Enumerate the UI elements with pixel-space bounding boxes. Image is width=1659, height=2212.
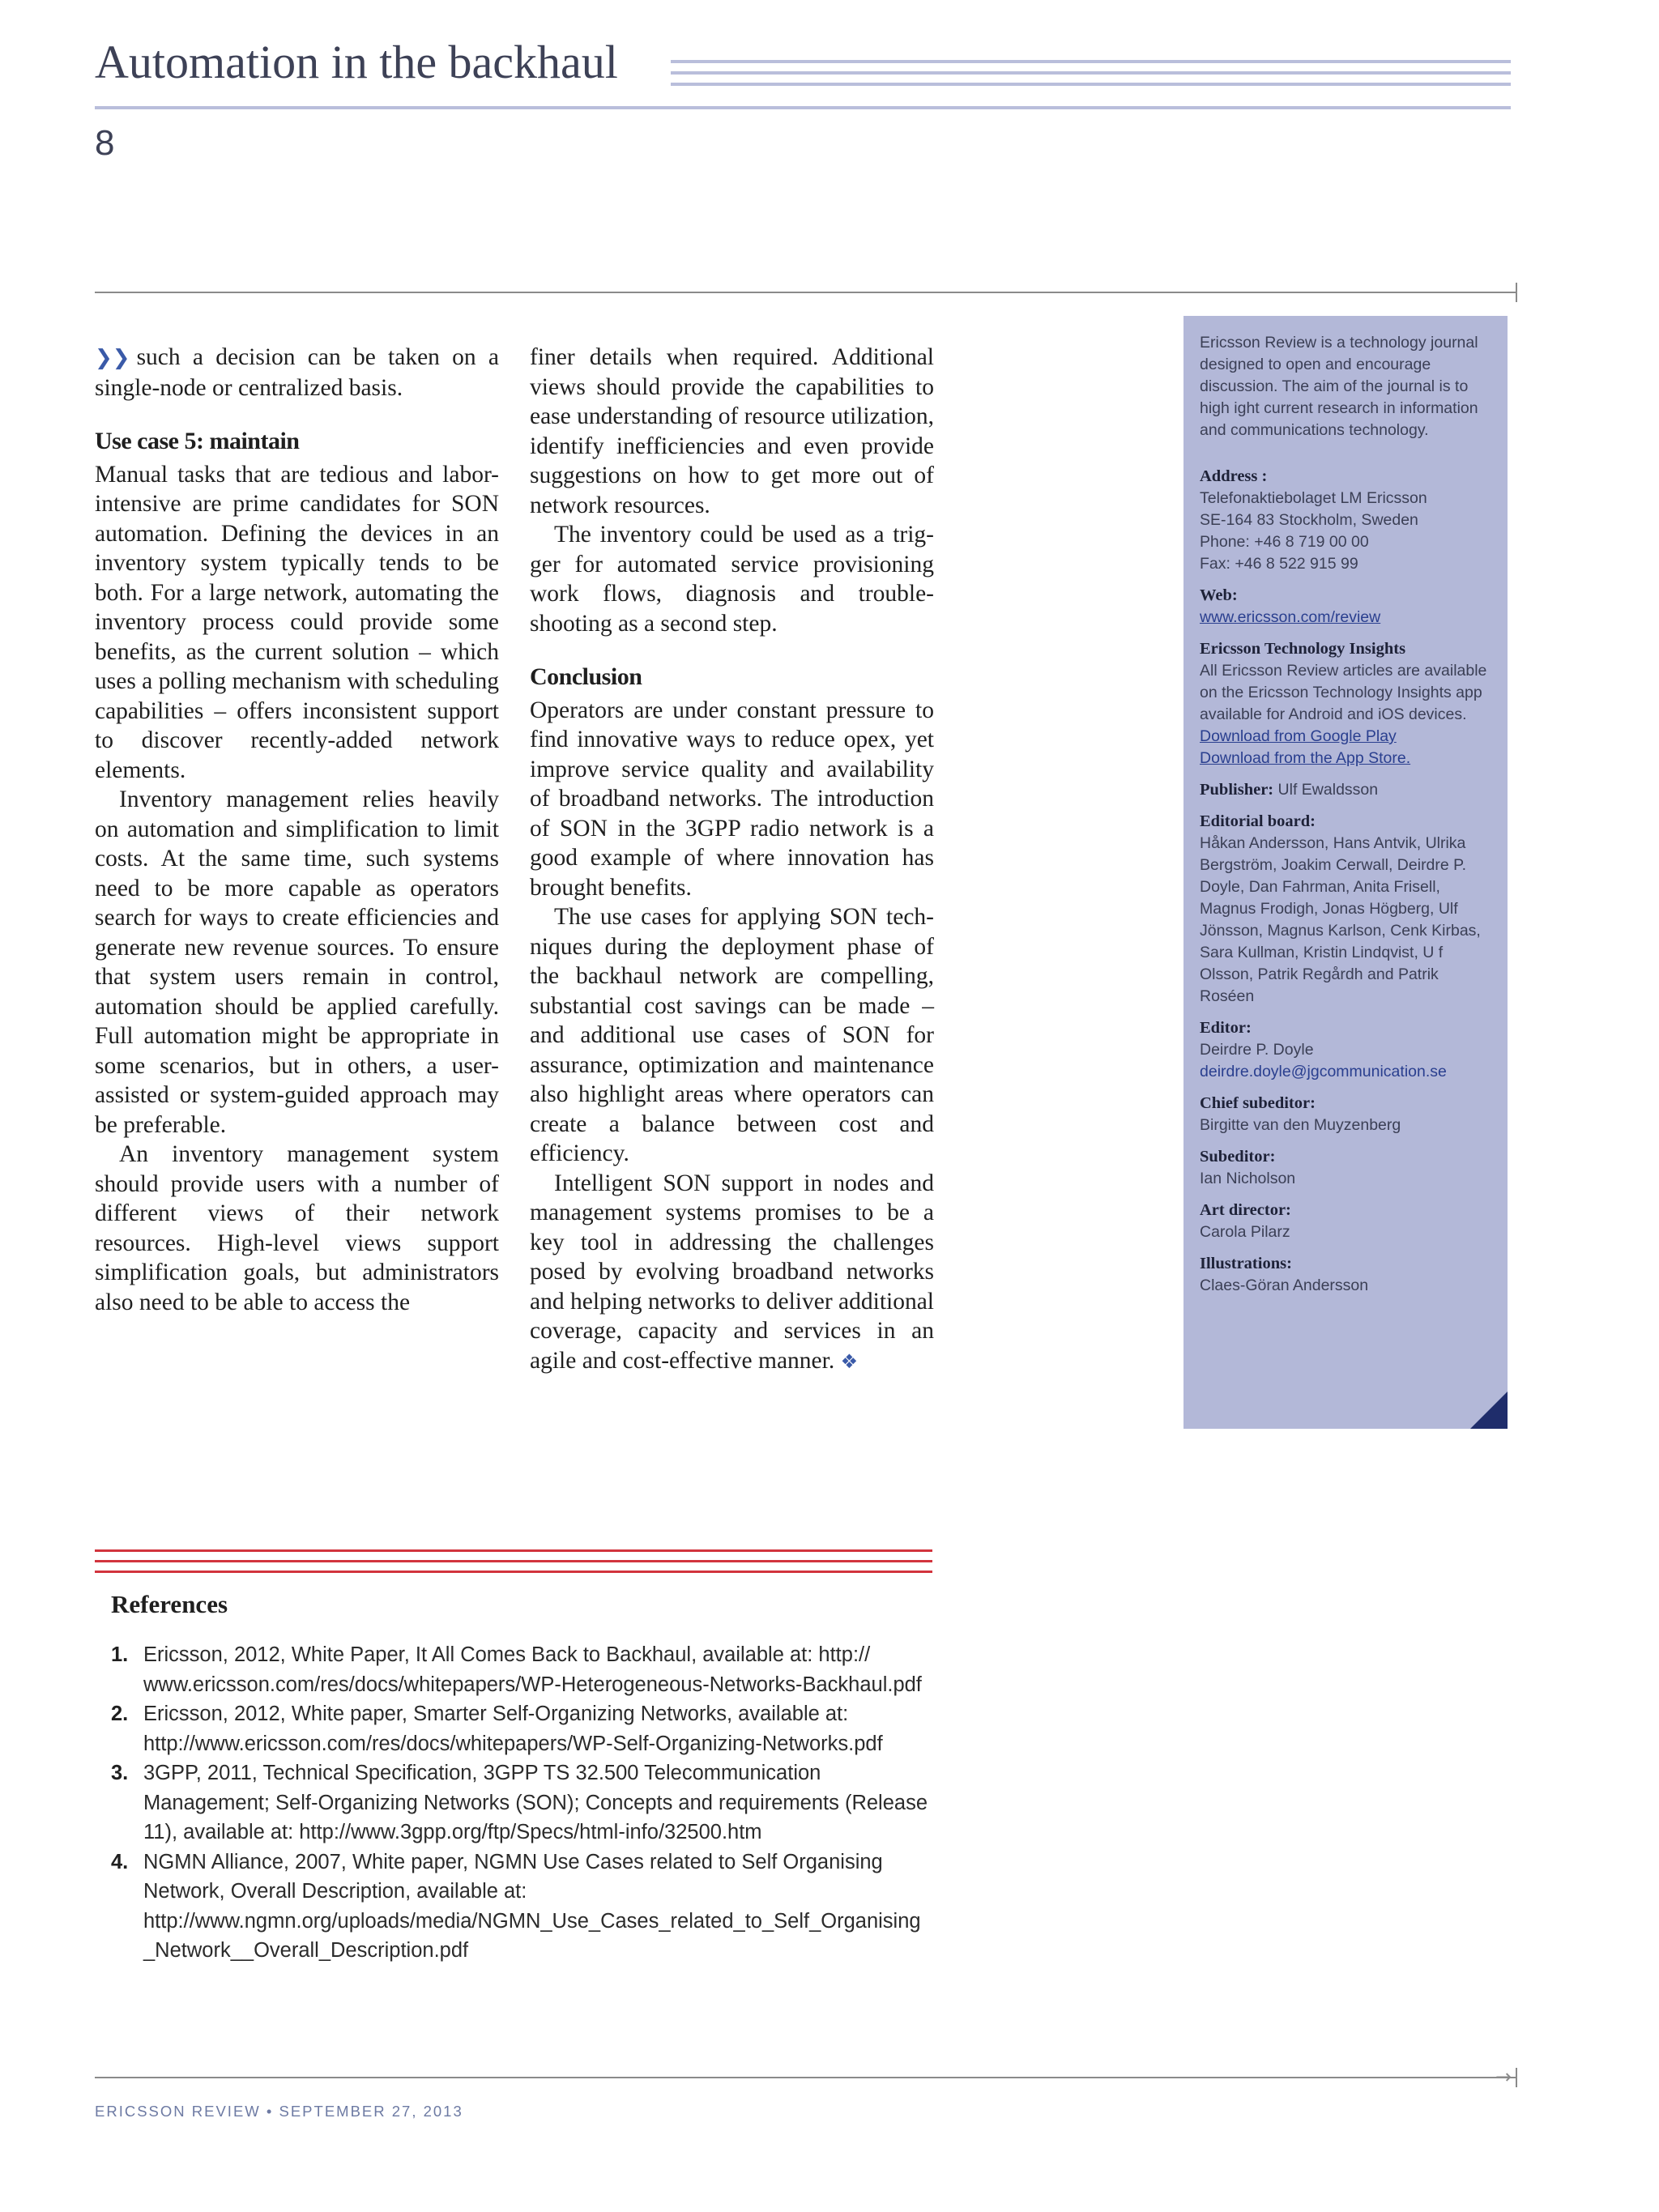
- chief-subeditor-label: Chief subeditor:: [1200, 1094, 1316, 1112]
- header-line: [671, 71, 1511, 75]
- web-link[interactable]: www.ericsson.com/review: [1200, 608, 1381, 626]
- illustrations-name: Claes-Göran Andersson: [1200, 1276, 1369, 1294]
- paragraph: The use cases for applying SON techniques during the deployment phase of the backhaul network are compelling, substantial cost savings can be made – and additional use cases of SON for assurance, optimization and maintenance also highlight areas where operators can create a balance between cost and efficiency.: [530, 904, 934, 1166]
- art-director-label: Art director:: [1200, 1201, 1291, 1219]
- paragraph: Operators are under constant pressure to find innovative ways to reduce opex, yet improve service quality and availability of broadband networks. The introduction of SON in the 3GPP radio network is a good example of where innovation has brought benefits.: [530, 697, 934, 901]
- paragraph: [530, 1169, 934, 1377]
- web-label: Web:: [1200, 586, 1238, 604]
- masthead-sidebar: [1183, 316, 1508, 1429]
- references-list: [111, 1640, 929, 1966]
- header-line: [671, 83, 1511, 86]
- sidebar-intro: Ericsson Review is a technology journal designed to open and encourage discussion. The aim of the journal is to high ight current research in information and communications technology.: [1200, 334, 1478, 439]
- paragraph: The inventory could be used as a trigger for automated service provisioning work flows, diagnosis and troubleshooting as a second step.: [530, 522, 934, 637]
- reference-item: [111, 1640, 929, 1699]
- subeditor-name: Ian Nicholson: [1200, 1170, 1296, 1187]
- reference-number: 4.: [111, 1850, 129, 1873]
- heading-conclusion: Conclusion: [530, 663, 642, 690]
- publisher-label: Publisher:: [1200, 781, 1274, 799]
- editor-block: [1200, 1017, 1491, 1083]
- continuation-paragraph: [95, 343, 499, 403]
- reference-number: 1.: [111, 1643, 129, 1666]
- editorial-board-names: Håkan Andersson, Hans Antvik, Ulrika Bergström, Joakim Cerwall, Deirdre P. Doyle, Dan Fahrman, Anita Frisell, Magnus Frodigh, Jonas Högberg, Ulf Jönsson, Magnus Karlson, Cenk Kirbas, Sara Kullman, Kristin Lindqvist, U f Olsson, Patrik Regårdh and Patrik Roséen: [1200, 834, 1481, 1005]
- app-store-link[interactable]: Download from the App Store.: [1200, 749, 1411, 767]
- subeditor-block: [1200, 1146, 1491, 1190]
- references-heading: References: [111, 1590, 228, 1618]
- chief-subeditor-name: Birgitte van den Muyzenberg: [1200, 1116, 1401, 1134]
- double-chevron-right-icon: ❯❯: [95, 346, 130, 370]
- editor-name: Deirdre P. Doyle: [1200, 1041, 1314, 1059]
- page-corner-fold: [1470, 1392, 1508, 1429]
- references-decorative-lines: [95, 1549, 932, 1581]
- top-rule: [95, 292, 1516, 293]
- continuation-text: such a decision can be taken on a single-node or centralized basis.: [95, 344, 499, 401]
- reference-text: Ericsson, 2012, White paper, Smarter Self-Organizing Networks, available at: http://www.ericsson.com/res/docs/whitepapers/WP-Self-Organizing-Networks.pdf: [143, 1703, 883, 1755]
- section-title: Automation in the backhaul: [95, 36, 618, 88]
- paragraph: An inventory management system should provide users with a number of different views of their network resources. High-level views support simplification goals, but administrators also need to be able to access the: [95, 1141, 499, 1315]
- paragraph: Inventory management relies heavily on automation and simplification to limit costs. At the same time, such systems need to be more capable as operators search for ways to create efficiencies and generate new revenue sources. To ensure that system users remain in control, automation should be applied carefully. Full automation might be appropriate in some scenarios, but in others, a user-assisted or system-guided approach may be preferable.: [95, 786, 499, 1138]
- arrow-right-icon: →: [1495, 2065, 1512, 2088]
- insights-text: All Ericsson Review articles are available on the Ericsson Technology Insights app available for Android and iOS devices.: [1200, 662, 1487, 723]
- references-line: [95, 1571, 932, 1573]
- illustrations-label: Illustrations:: [1200, 1255, 1292, 1272]
- reference-item: [111, 1758, 929, 1848]
- reference-text: Ericsson, 2012, White Paper, It All Comes Back to Backhaul, available at: http:// www.ericsson.com/res/docs/whitepapers/WP-Heterogeneous-Networks-Backhaul.pdf: [143, 1643, 922, 1696]
- editor-label: Editor:: [1200, 1019, 1252, 1037]
- header-decorative-lines: [671, 60, 1511, 107]
- address-label: Address :: [1200, 467, 1268, 485]
- illustrations-block: [1200, 1253, 1491, 1297]
- editorial-board-block: [1200, 811, 1491, 1008]
- paragraph-text: Intelligent SON support in nodes and management systems promises to be a key tool in addressing the challenges posed by evolving broadband networks and helping networks to deliver additional coverage, capacity and services in an agile and cost-effective manner.: [530, 1170, 934, 1374]
- publisher-name: Ulf Ewaldsson: [1277, 781, 1379, 799]
- header-line: [671, 60, 1511, 63]
- references-line: [95, 1560, 932, 1562]
- address-line: Telefonaktiebolaget LM Ericsson: [1200, 489, 1427, 507]
- reference-text: 3GPP, 2011, Technical Specification, 3GPP TS 32.500 Telecommunication Management; Self-Organizing Networks (SON); Concepts and requirements (Release 11), available at: http://www.3gpp.org/ftp/Specs/html-info/32500.htm: [143, 1762, 928, 1843]
- references-line: [95, 1549, 932, 1552]
- google-play-link[interactable]: Download from Google Play: [1200, 727, 1397, 745]
- web-block: [1200, 585, 1491, 629]
- art-director-name: Carola Pilarz: [1200, 1223, 1290, 1241]
- bottom-rule-end: [1516, 2068, 1517, 2087]
- bottom-rule: [95, 2077, 1516, 2078]
- reference-text: NGMN Alliance, 2007, White paper, NGMN Use Cases related to Self Organising Network, Overall Description, available at: http://www.ngmn.org/uploads/media/NGMN_Use_Cases_related_to_Self_Organising_Network__Overall_Description.pdf: [143, 1850, 921, 1962]
- chief-subeditor-block: [1200, 1093, 1491, 1136]
- top-rule-end: [1516, 283, 1517, 302]
- editorial-board-label: Editorial board:: [1200, 812, 1316, 830]
- heading-use-case-5: Use case 5: maintain: [95, 428, 300, 454]
- insights-block: [1200, 638, 1491, 769]
- reference-number: 3.: [111, 1762, 129, 1784]
- insights-label: Ericsson Technology Insights: [1200, 640, 1406, 658]
- address-block: [1200, 466, 1491, 575]
- address-line: Fax: +46 8 522 915 99: [1200, 555, 1358, 573]
- address-line: Phone: +46 8 719 00 00: [1200, 533, 1369, 551]
- footer-publication: ERICSSON REVIEW • SEPTEMBER 27, 2013: [95, 2103, 463, 2120]
- paragraph: Manual tasks that are tedious and labor-intensive are prime candidates for SON automation. Defining the devices in an inventory system typically tends to be both. For a large network, automating the inventory process could provide some benefits, as the current solution – which uses a polling mechanism with scheduling capabilities – offers inconsistent support to discover recently-added network elements.: [95, 461, 499, 783]
- reference-item: [111, 1699, 929, 1758]
- header-divider: [95, 106, 1511, 109]
- paragraph: finer details when required. Additional views should provide the capabilities to ease understanding of resource utilization, identify inefficiencies and even provide suggestions on how to get more out of network resources.: [530, 344, 934, 518]
- subeditor-label: Subeditor:: [1200, 1148, 1276, 1166]
- article-column-2: [530, 343, 934, 1376]
- reference-item: [111, 1848, 929, 1966]
- art-director-block: [1200, 1200, 1491, 1243]
- diamond-end-icon: ❖: [840, 1349, 859, 1373]
- reference-number: 2.: [111, 1703, 129, 1725]
- publisher-block: [1200, 779, 1491, 801]
- address-line: SE-164 83 Stockholm, Sweden: [1200, 511, 1418, 529]
- editor-email[interactable]: deirdre.doyle@jgcommunication.se: [1200, 1063, 1447, 1080]
- article-column-1: [95, 343, 499, 1317]
- page-number: 8: [95, 123, 115, 163]
